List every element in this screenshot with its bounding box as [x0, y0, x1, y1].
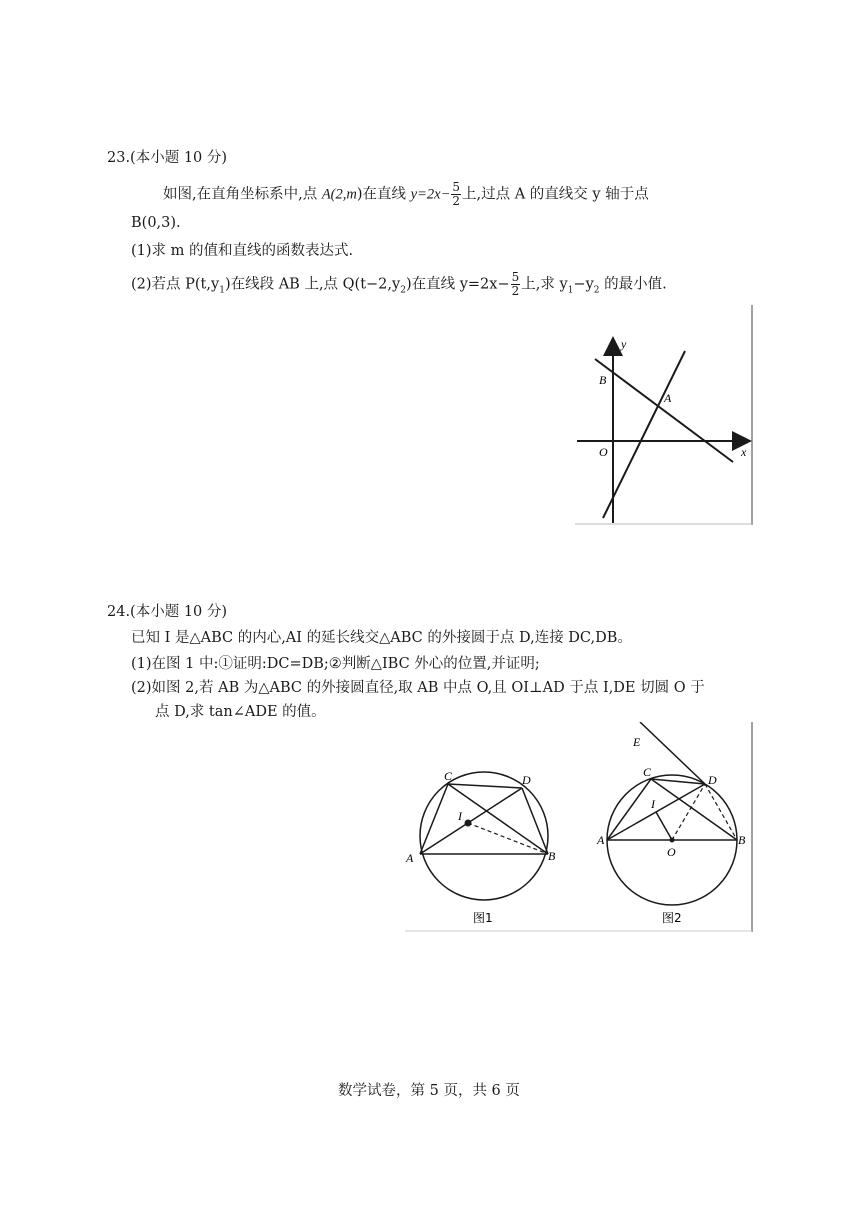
q23-sub1: (1)求 m 的值和直线的函数表达式.: [131, 243, 354, 259]
fig2-point-o: [670, 838, 675, 843]
fig2-segment-db-dashed: [705, 784, 737, 840]
q23-coordinate-figure: [575, 305, 755, 527]
q23-stem-part3: 上,过点 A 的直线交 y 轴于点: [462, 186, 649, 203]
fig2-segment-oi: [656, 812, 672, 840]
fig1-label-d: D: [522, 773, 531, 787]
fig2-caption: 图2: [662, 911, 682, 925]
fig1-label-c: C: [444, 769, 453, 783]
fig2-segment-od-dashed: [672, 784, 705, 840]
q24-sub2-line2: 点 D,求 tan∠ADE 的值。: [155, 704, 326, 720]
q24-sub1: (1)在图 1 中:①证明:DC=DB;②判断△IBC 外心的位置,并证明;: [131, 656, 540, 672]
figure-2: [596, 722, 746, 925]
figure-1: [405, 769, 556, 925]
fig2-label-d: D: [708, 773, 717, 787]
fig1-segment-ad: [420, 788, 522, 854]
q23-stem-part2: )在直线: [356, 186, 411, 203]
fig2-label-e: E: [633, 735, 641, 749]
label-a: A: [664, 391, 672, 405]
fig1-label-a: A: [406, 851, 414, 865]
q24-sub2-line1: (2)如图 2,若 AB 为△ABC 的外接圆直径,取 AB 中点 O,且 OI⊥AD 于点 I,DE 切圆 O 于: [131, 680, 705, 696]
q23-sub2: (2)若点 $P(t,y_1)$在线段 AB 上,点 $Q(t-2,y_2)$在直线 y=2x− $\frac{5}{2}$ 上,求 $y_1-y_2$ 的最小值.: [131, 270, 667, 298]
q23-header: 23.(本小题 10 分): [107, 150, 228, 166]
label-x: x: [741, 445, 747, 459]
fig1-circumcircle: [420, 772, 548, 900]
line-y-2x: [603, 351, 685, 518]
fig2-label-a: A: [597, 833, 605, 847]
fig1-label-b: B: [548, 849, 556, 863]
fig1-point-i: [465, 820, 472, 827]
q24-stem: 已知 I 是△ABC 的内心,AI 的延长线交△ABC 的外接圆于点 D,连接 DC,DB。: [131, 630, 632, 646]
fig1-segment-cd: [448, 784, 522, 788]
q23-m: m: [346, 186, 357, 203]
fig2-label-i: I: [651, 797, 655, 811]
fig1-label-i: I: [458, 809, 462, 823]
fig2-segment-ac: [607, 779, 651, 840]
q23-point-a: A(2,: [321, 186, 347, 203]
fig1-segment-ib-dashed: [468, 823, 548, 854]
q24-header: 24.(本小题 10 分): [107, 604, 228, 620]
fig2-label-c: C: [643, 765, 652, 779]
page-footer: 数学试卷，第 5 页，共 6 页: [338, 1083, 520, 1099]
q23-fraction: $\frac{5}{2}$: [452, 180, 460, 208]
label-b: B: [599, 373, 607, 387]
fig2-label-b: B: [738, 833, 746, 847]
line-ab: [595, 359, 733, 462]
label-y: y: [621, 337, 627, 351]
q23-stem-line1: [163, 181, 649, 208]
q23-sub2-fraction: $\frac{5}{2}$: [511, 270, 520, 298]
q23-stem-line2: B(0,3).: [131, 215, 181, 231]
fig2-segment-cb: [651, 779, 737, 840]
q23-stem-part1: 如图,在直角坐标系中,点: [163, 186, 322, 203]
fig1-segment-ac: [420, 784, 448, 854]
q23-line-eq: y=2x−: [410, 186, 451, 203]
label-o: O: [599, 445, 608, 459]
fig1-caption: 图1: [473, 911, 493, 925]
fig2-label-o: O: [667, 845, 676, 859]
q24-figures: [405, 722, 755, 934]
